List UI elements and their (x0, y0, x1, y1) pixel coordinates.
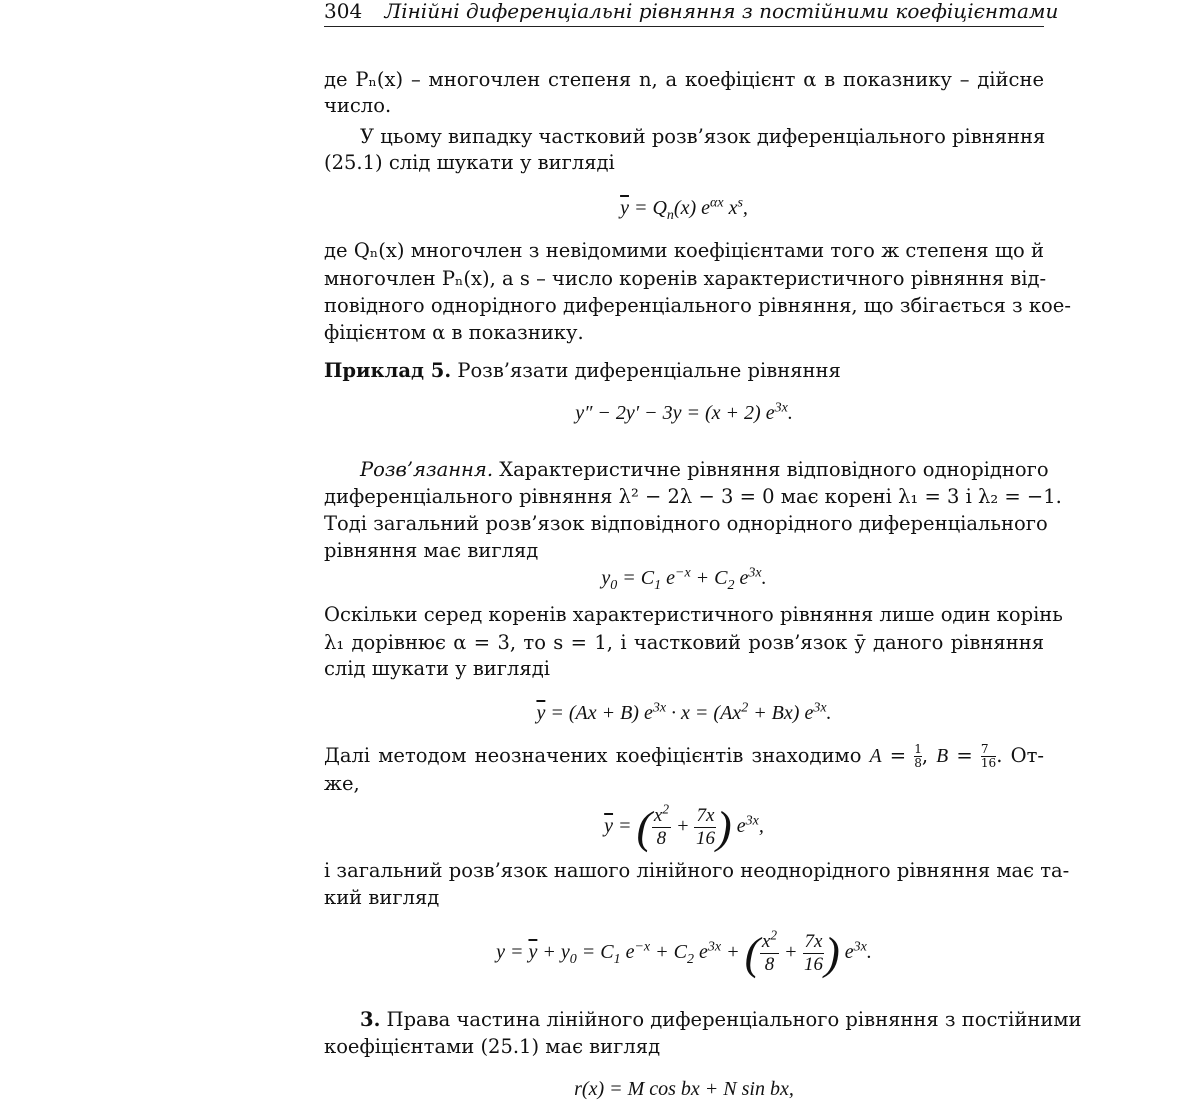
example-label: Приклад 5. (324, 359, 452, 382)
equation-7: r(x) = M cos bx + N sin bx, (574, 1078, 794, 1100)
text-line (324, 124, 1044, 150)
text-line (324, 457, 1049, 483)
equation-6: $y = \overline{y} + y_0 = C_1$ $e^{-x} + C_2$ $e^{3x}$ + ( $\frac{x^2}{8}$ + $\frac{7x}{16}$ ) $e^{3x}$. (496, 927, 872, 979)
text-line: диференціального рівняння λ² − 2λ − 3 = 0 має корені λ₁ = 3 і λ₂ = −1. (324, 485, 1062, 508)
text-line-content: Характеристичне рівняння відповідного однорідного (493, 458, 1049, 481)
text-line: коефіцієнтами (25.1) має вигляд (324, 1035, 661, 1058)
text-line: число. (324, 94, 392, 117)
text-line: Тоді загальний розв’язок відповідного однорідного диференціального (324, 512, 1048, 535)
text-line: і загальний розв’язок нашого лінійного неоднорідного рівняння має та- (324, 859, 1070, 882)
equation-5: $\overline{y}$ = ( $\frac{x^2}{8}$ + $\frac{7x}{16}$ ) $e^{3x}$, (604, 801, 764, 853)
text-line: же, (324, 772, 360, 795)
text-line: кий вигляд (324, 886, 440, 909)
text-line: рівняння має вигляд (324, 539, 539, 562)
running-title: Лінійні диференціальні рівняння з постійними коефіцієнтами (384, 0, 1059, 23)
text-line: многочлен Pₙ(x), а s – число коренів характеристичного рівняння від- (324, 267, 1047, 290)
example-text: Розв’язати диференціальне рівняння (451, 359, 841, 382)
text-line: повідного однорідного диференціального рівняння, що збігається з кое- (324, 294, 1071, 317)
text-line: λ₁ дорівнює α = 3, то s = 1, і частковий розв’язок ȳ даного рівняння (324, 631, 1044, 654)
text-line: Далі методом неозначених коефіцієнтів знаходимо A = $\frac{1}{8}$ , B = $\frac{7}{16}$ . От- (324, 742, 1044, 770)
text-line-content: У цьому випадку частковий розв’язок диференціального рівняння (360, 125, 1046, 148)
text-line: де Pₙ(x) – многочлен степеня n, а коефіцієнт α в показнику – дійсне (324, 68, 1044, 91)
example-heading (324, 358, 1044, 384)
running-header (324, 0, 1059, 27)
text-line: де Qₙ(x) многочлен з невідомими коефіцієнтами того ж степеня що й (324, 239, 1044, 262)
page-number: 304 (324, 0, 363, 23)
equation-4: $\overline{y} = (Ax + B) e^{3x} \cdot x = (Ax^2 + Bx)$ $e^{3x}$. (536, 700, 832, 724)
equation-3: $y_0 = C_1$ $e^{-x} + C_2$ $e^{3x}$. (601, 565, 767, 593)
solution-label: Розв’язання. (360, 458, 494, 481)
text-line: Оскільки серед коренів характеристичного рівняння лише один корінь (324, 603, 1063, 626)
text-line (324, 1007, 1082, 1033)
text-line-content: Права частина лінійного диференціального рівняння з постійними (380, 1008, 1082, 1031)
item-number: 3. (360, 1008, 381, 1031)
text-line: (25.1) слід шукати у вигляді (324, 151, 615, 174)
equation-2: y″ − 2y′ − 3y = (x + 2) $e^{3x}$. (575, 400, 793, 424)
text-line: слід шукати у вигляді (324, 657, 550, 680)
equation-1: $\overline{y} = Q_n(x)$ $e^{\alpha x}$ $x^s$, (620, 195, 748, 223)
text-line: фіцієнтом α в показнику. (324, 321, 584, 344)
